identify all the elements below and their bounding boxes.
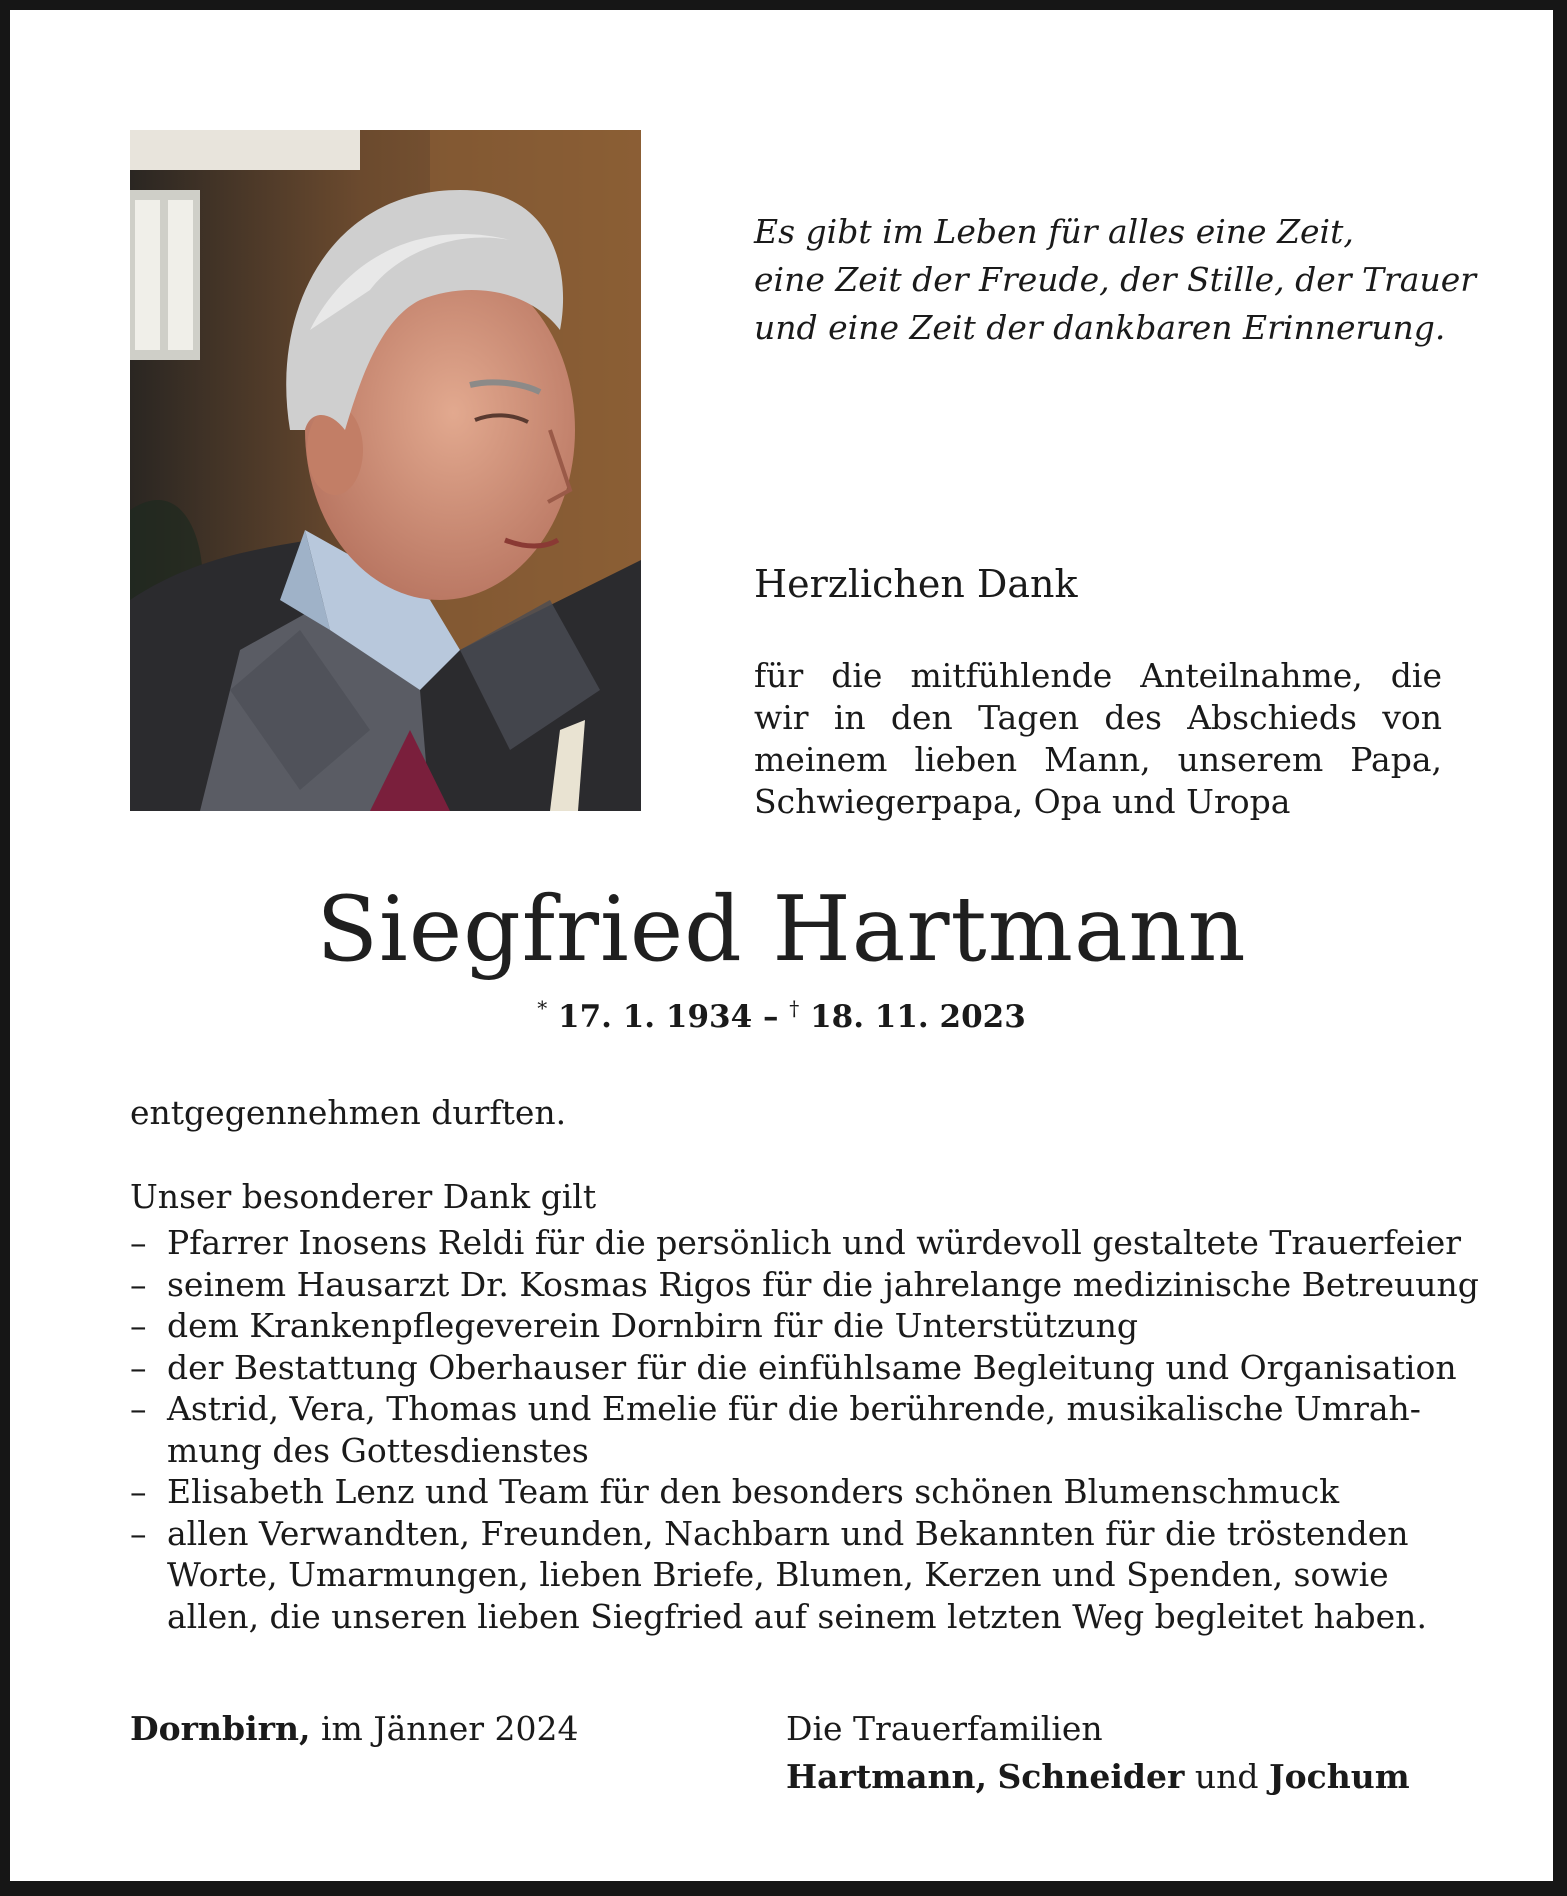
motto-line: und eine Zeit der dankbaren Erinnerung. [754, 308, 1446, 347]
list-item-line: Pfarrer Inosens Reldi für die persönlich und würdevoll gestaltete Trauerfeier [167, 1223, 1462, 1262]
thanks-list-item [130, 1388, 1450, 1471]
list-dash: – [130, 1306, 147, 1345]
portrait-image [130, 130, 641, 811]
list-item-line: mung des Gottesdienstes [167, 1430, 589, 1470]
thanks-list-item [130, 1264, 1479, 1306]
death-date: 18. 11. 2023 [810, 999, 1026, 1035]
continued-text: entgegennehmen durften. [130, 1093, 567, 1132]
thanks-list-item [130, 1513, 1450, 1638]
death-symbol: † [789, 996, 800, 1020]
place-name: Dornbirn, [130, 1709, 311, 1748]
thanks-list-item [130, 1347, 1457, 1389]
special-thanks-heading: Unser besonderer Dank gilt [130, 1177, 597, 1216]
intro-line: Schwiegerpapa, Opa und Uropa [754, 782, 1291, 821]
obituary-page [10, 10, 1553, 1881]
list-dash: – [130, 1389, 147, 1428]
conjunction: und [1194, 1757, 1259, 1796]
thanks-heading: Herzlichen Dank [754, 562, 1078, 606]
motto-quote [754, 208, 1477, 352]
motto-line: Es gibt im Leben für alles eine Zeit, [754, 212, 1354, 251]
list-item-line: dem Krankenpflegeverein Dornbirn für die Unterstützung [167, 1306, 1139, 1345]
list-item-line: Astrid, Vera, Thomas und Emelie für die berührende, musikalische Umrah- [167, 1389, 1421, 1428]
family-jochum: Jochum [1269, 1757, 1410, 1796]
list-item-line: allen, die unseren lieben Siegfried auf seinem letzten Weg begleitet haben. [167, 1596, 1427, 1636]
list-item-line: allen Verwandten, Freunden, Nachbarn und Bekannten für die tröstenden [167, 1513, 1409, 1553]
deceased-name: Siegfried Hartmann [316, 877, 1247, 982]
family-hartmann: Hartmann, [786, 1757, 987, 1796]
intro-paragraph [754, 655, 1442, 823]
list-item-line: seinem Hausarzt Dr. Kosmas Rigos für die jahrelange medizinische Betreuung [167, 1264, 1479, 1304]
families-intro: Die Trauerfamilien [786, 1709, 1103, 1748]
motto-line: eine Zeit der Freude, der Stille, der Trauer [754, 260, 1477, 299]
thanks-list-item [130, 1222, 1462, 1264]
birth-date: 17. 1. 1934 [558, 999, 753, 1035]
list-dash: – [130, 1472, 147, 1511]
date-separator: – [762, 999, 779, 1035]
intro-line: wir in den Tagen des Abschieds von [754, 698, 1442, 737]
place-date [130, 1705, 579, 1753]
list-dash: – [130, 1264, 147, 1304]
birth-symbol: * [537, 996, 548, 1020]
list-item-line: Worte, Umarmungen, lieben Briefe, Blumen, Kerzen und Spenden, sowie [167, 1555, 1389, 1594]
intro-line: für die mitfühlende Anteilnahme, die [754, 656, 1442, 695]
list-dash: – [130, 1223, 147, 1262]
life-dates [10, 988, 1553, 1037]
signature-families [786, 1705, 1410, 1801]
list-dash: – [130, 1347, 147, 1387]
intro-line: meinem lieben Mann, unserem Papa, [754, 740, 1442, 779]
thanks-list-item [130, 1471, 1450, 1513]
list-item-line: der Bestattung Oberhauser für die einfühlsame Begleitung und Organisation [167, 1347, 1457, 1387]
list-item-line: Elisabeth Lenz und Team für den besonders schönen Blumenschmuck [167, 1472, 1340, 1511]
closing-date: im Jänner 2024 [321, 1709, 579, 1748]
portrait-photo [130, 130, 641, 811]
family-names [786, 1753, 1410, 1801]
family-schneider: Schneider [997, 1757, 1185, 1796]
thanks-list-item [130, 1305, 1450, 1347]
thanks-list [130, 1222, 1479, 1637]
list-dash: – [130, 1513, 147, 1553]
